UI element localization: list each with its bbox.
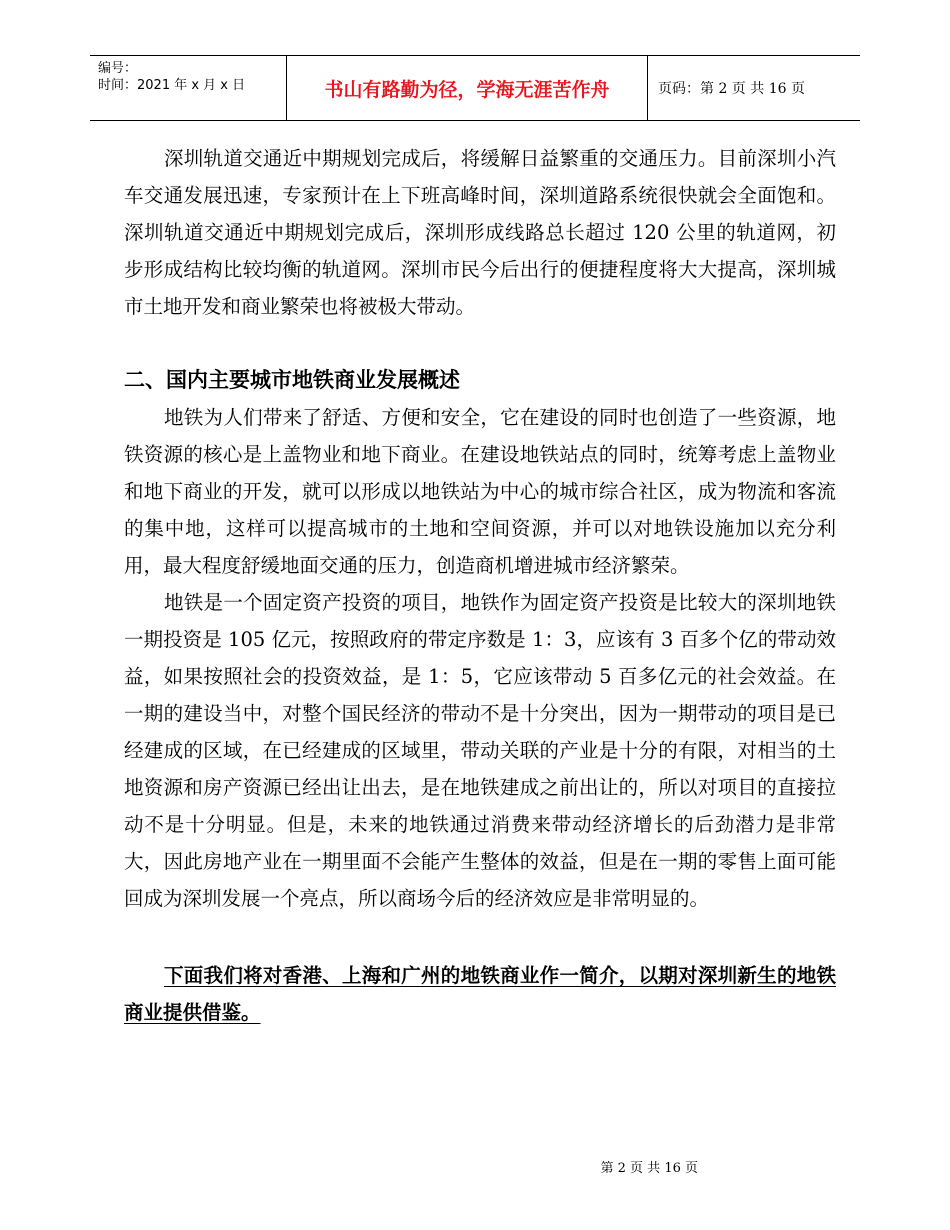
document-body [124, 140, 836, 1031]
paragraph-metro-investment: 地铁是一个固定资产投资的项目，地铁作为固定资产投资是比较大的深圳地铁一期投资是 105 亿元，按照政府的带定序数是 1：3，应该有 3 百多个亿的带动效益，如果按照社会的投资效益，是 1：5，它应该带动 5 百多亿元的社会效益。在一期的建设当中，对整个国民经济的带动不是十分突出，因为一期带动的项目是已经建成的区域，在已经建成的区域里，带动关联的产业是十分的有限，对相当的土地资源和房产资源已经出让出去，是在地铁建成之前出让的，所以对项目的直接拉动不是十分明显。但是，未来的地铁通过消费来带动经济增长的后劲潜力是非常大，因此房地产业在一期里面不会能产生整体的效益，但是在一期的零售上面可能回成为深圳发展一个亮点，所以商场今后的经济效应是非常明显的。 [124, 591, 836, 910]
paragraph-metro-resources: 地铁为人们带来了舒适、方便和安全，它在建设的同时也创造了一些资源，地铁资源的核心是上盖物业和地下商业。在建设地铁站点的同时，统筹考虑上盖物业和地下商业的开发，就可以形成以地铁站为中心的城市综合社区，成为物流和客流的集中地，这样可以提高城市的土地和空间资源，并可以对地铁设施加以充分利用，最大程度舒缓地面交通的压力，创造商机增进城市经济繁荣。 [124, 406, 836, 577]
summary-paragraph [124, 957, 836, 1031]
section-heading: 二、国内主要城市地铁商业发展概述 [124, 368, 460, 392]
header-page-info: 页码：第 2 页 共 16 页 [658, 81, 805, 97]
header-meta [90, 56, 286, 120]
time-label: 时间：2021 年 x 月 x 日 [98, 78, 246, 93]
number-label: 编号： [98, 61, 138, 76]
document-header [90, 55, 860, 121]
page-footer: 第 2 页 共 16 页 [600, 1161, 698, 1176]
header-motto: 书山有路勤为径，学海无涯苦作舟 [286, 56, 648, 120]
summary-text: 下面我们将对香港、上海和广州的地铁商业作一简介，以期对深圳新生的地铁商业提供借鉴。 [124, 964, 836, 1024]
paragraph-transit-plan: 深圳轨道交通近中期规划完成后，将缓解日益繁重的交通压力。目前深圳小汽车交通发展迅速，专家预计在上下班高峰时间，深圳道路系统很快就会全面饱和。深圳轨道交通近中期规划完成后，深圳形成线路总长超过 120 公里的轨道网，初步形成结构比较均衡的轨道网。深圳市民今后出行的便捷程度将大大提高，深圳城市土地开发和商业繁荣也将被极大带动。 [124, 147, 836, 318]
